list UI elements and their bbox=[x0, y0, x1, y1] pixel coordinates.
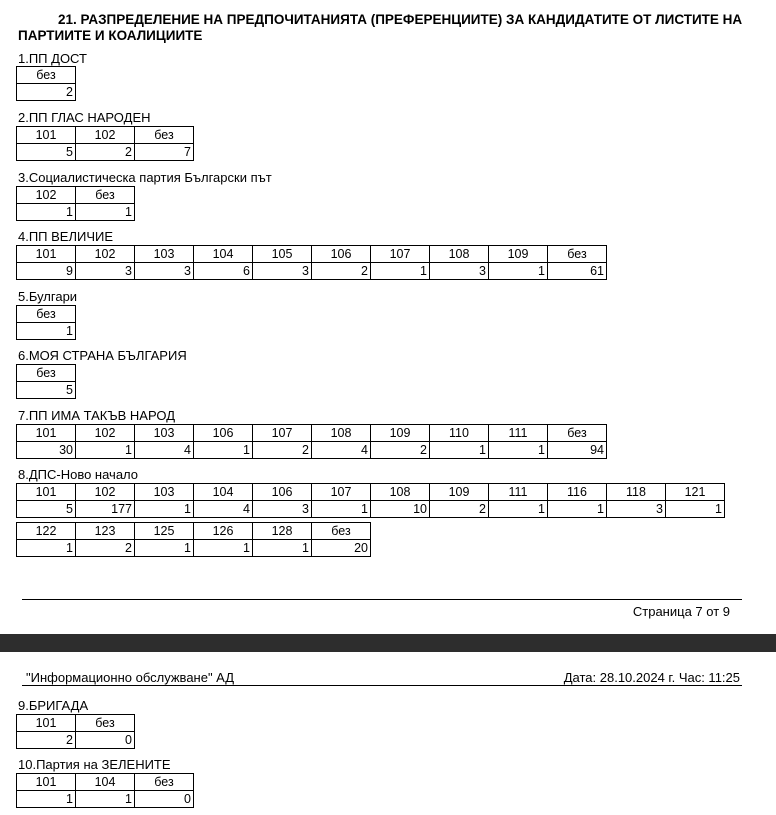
vote-count-cell: 2 bbox=[17, 84, 76, 101]
candidate-number-cell: 110 bbox=[430, 425, 489, 442]
candidate-number-cell: 106 bbox=[194, 425, 253, 442]
vote-count-cell: 0 bbox=[135, 791, 194, 808]
candidate-number-cell: 105 bbox=[253, 246, 312, 263]
vote-count-cell: 1 bbox=[253, 540, 312, 557]
vote-count-cell: 6 bbox=[194, 263, 253, 280]
candidate-number-cell: 106 bbox=[312, 246, 371, 263]
candidate-number-cell: 116 bbox=[548, 484, 607, 501]
vote-count-cell: 1 bbox=[17, 323, 76, 340]
candidate-number-row bbox=[17, 523, 371, 540]
vote-count-cell: 1 bbox=[17, 204, 76, 221]
vote-count-cell: 9 bbox=[17, 263, 76, 280]
candidate-number-cell: 111 bbox=[489, 425, 548, 442]
party-name: 7.ПП ИМА ТАКЪВ НАРОД bbox=[18, 408, 175, 423]
vote-count-cell: 3 bbox=[253, 263, 312, 280]
vote-count-cell: 3 bbox=[253, 501, 312, 518]
candidate-number-cell: без bbox=[76, 715, 135, 732]
header-rule bbox=[22, 685, 742, 686]
candidate-number-cell: без bbox=[17, 306, 76, 323]
candidate-number-cell: 108 bbox=[430, 246, 489, 263]
vote-count-cell: 5 bbox=[17, 501, 76, 518]
candidate-number-row bbox=[17, 127, 194, 144]
candidate-number-cell: без bbox=[135, 774, 194, 791]
vote-count-cell: 1 bbox=[135, 501, 194, 518]
candidate-number-cell: 101 bbox=[17, 246, 76, 263]
vote-count-row bbox=[17, 791, 194, 808]
vote-count-cell: 61 bbox=[548, 263, 607, 280]
candidate-number-cell: 101 bbox=[17, 774, 76, 791]
candidate-number-row bbox=[17, 306, 76, 323]
preference-table bbox=[16, 424, 607, 459]
vote-count-cell: 1 bbox=[489, 263, 548, 280]
vote-count-cell: 177 bbox=[76, 501, 135, 518]
candidate-number-cell: 125 bbox=[135, 523, 194, 540]
vote-count-cell: 1 bbox=[17, 791, 76, 808]
vote-count-cell: 2 bbox=[76, 540, 135, 557]
candidate-number-cell: без bbox=[135, 127, 194, 144]
candidate-number-row bbox=[17, 246, 607, 263]
candidate-number-row bbox=[17, 425, 607, 442]
candidate-number-cell: 126 bbox=[194, 523, 253, 540]
candidate-number-cell: без bbox=[17, 365, 76, 382]
preference-table bbox=[16, 245, 607, 280]
candidate-number-cell: 104 bbox=[76, 774, 135, 791]
candidate-number-cell: без bbox=[548, 425, 607, 442]
document-title: 21. РАЗПРЕДЕЛЕНИЕ НА ПРЕДПОЧИТАНИЯТА (ПРЕФЕРЕНЦИИТЕ) ЗА КАНДИДАТИТЕ ОТ ЛИСТИТЕ НА ПАРТИИТЕ И КОАЛИЦИИТЕ bbox=[18, 12, 743, 43]
preference-table bbox=[16, 364, 76, 399]
candidate-number-cell: 101 bbox=[17, 715, 76, 732]
candidate-number-row bbox=[17, 715, 135, 732]
candidate-number-cell: 104 bbox=[194, 484, 253, 501]
candidate-number-cell: 128 bbox=[253, 523, 312, 540]
candidate-number-cell: 101 bbox=[17, 484, 76, 501]
candidate-number-cell: 103 bbox=[135, 425, 194, 442]
candidate-number-cell: 109 bbox=[371, 425, 430, 442]
vote-count-row bbox=[17, 84, 76, 101]
candidate-number-row bbox=[17, 67, 76, 84]
vote-count-cell: 30 bbox=[17, 442, 76, 459]
vote-count-row bbox=[17, 382, 76, 399]
candidate-number-cell: 102 bbox=[76, 484, 135, 501]
page-break-bar bbox=[0, 634, 776, 652]
candidate-number-row bbox=[17, 365, 76, 382]
vote-count-cell: 1 bbox=[489, 501, 548, 518]
candidate-number-cell: 102 bbox=[76, 246, 135, 263]
preference-table bbox=[16, 186, 135, 221]
vote-count-cell: 1 bbox=[135, 540, 194, 557]
candidate-number-cell: без bbox=[312, 523, 371, 540]
footer-rule bbox=[22, 599, 742, 600]
vote-count-cell: 5 bbox=[17, 144, 76, 161]
candidate-number-cell: 111 bbox=[489, 484, 548, 501]
party-name: 1.ПП ДОСТ bbox=[18, 51, 87, 66]
vote-count-cell: 7 bbox=[135, 144, 194, 161]
candidate-number-cell: 109 bbox=[489, 246, 548, 263]
candidate-number-cell: 103 bbox=[135, 484, 194, 501]
vote-count-row bbox=[17, 323, 76, 340]
candidate-number-cell: 104 bbox=[194, 246, 253, 263]
party-name: 6.МОЯ СТРАНА БЪЛГАРИЯ bbox=[18, 348, 187, 363]
preference-table bbox=[16, 305, 76, 340]
party-name: 8.ДПС-Ново начало bbox=[18, 467, 139, 482]
vote-count-cell: 1 bbox=[17, 540, 76, 557]
vote-count-cell: 1 bbox=[312, 501, 371, 518]
vote-count-cell: 1 bbox=[76, 204, 135, 221]
vote-count-cell: 1 bbox=[76, 791, 135, 808]
vote-count-cell: 0 bbox=[76, 732, 135, 749]
candidate-number-cell: 121 bbox=[666, 484, 725, 501]
vote-count-cell: 3 bbox=[135, 263, 194, 280]
vote-count-row bbox=[17, 263, 607, 280]
vote-count-cell: 1 bbox=[371, 263, 430, 280]
vote-count-cell: 2 bbox=[312, 263, 371, 280]
candidate-number-cell: 102 bbox=[76, 127, 135, 144]
candidate-number-cell: 109 bbox=[430, 484, 489, 501]
vote-count-cell: 1 bbox=[194, 540, 253, 557]
vote-count-cell: 2 bbox=[76, 144, 135, 161]
candidate-number-cell: 102 bbox=[17, 187, 76, 204]
vote-count-cell: 4 bbox=[194, 501, 253, 518]
vote-count-cell: 20 bbox=[312, 540, 371, 557]
company-name: "Информационно обслужване" АД bbox=[26, 670, 235, 685]
candidate-number-cell: 106 bbox=[253, 484, 312, 501]
candidate-number-cell: 118 bbox=[607, 484, 666, 501]
candidate-number-cell: 102 bbox=[76, 425, 135, 442]
vote-count-cell: 1 bbox=[194, 442, 253, 459]
vote-count-cell: 2 bbox=[430, 501, 489, 518]
page-number: Страница 7 от 9 bbox=[632, 604, 730, 619]
vote-count-cell: 2 bbox=[17, 732, 76, 749]
preference-table bbox=[16, 66, 76, 101]
vote-count-cell: 94 bbox=[548, 442, 607, 459]
preference-table bbox=[16, 714, 135, 749]
candidate-number-cell: 108 bbox=[371, 484, 430, 501]
vote-count-row bbox=[17, 732, 135, 749]
party-name: 4.ПП ВЕЛИЧИЕ bbox=[18, 229, 114, 244]
candidate-number-cell: 108 bbox=[312, 425, 371, 442]
party-name: 2.ПП ГЛАС НАРОДЕН bbox=[18, 110, 151, 125]
candidate-number-cell: без bbox=[76, 187, 135, 204]
candidate-number-cell: 122 bbox=[17, 523, 76, 540]
vote-count-cell: 2 bbox=[253, 442, 312, 459]
vote-count-cell: 1 bbox=[430, 442, 489, 459]
vote-count-cell: 5 bbox=[17, 382, 76, 399]
candidate-number-cell: 103 bbox=[135, 246, 194, 263]
candidate-number-cell: 107 bbox=[312, 484, 371, 501]
candidate-number-cell: без bbox=[548, 246, 607, 263]
candidate-number-cell: 101 bbox=[17, 425, 76, 442]
vote-count-cell: 1 bbox=[489, 442, 548, 459]
vote-count-cell: 4 bbox=[135, 442, 194, 459]
party-name: 3.Социалистическа партия Български път bbox=[18, 170, 272, 185]
preference-table bbox=[16, 126, 194, 161]
vote-count-cell: 1 bbox=[548, 501, 607, 518]
vote-count-cell: 2 bbox=[371, 442, 430, 459]
candidate-number-cell: 123 bbox=[76, 523, 135, 540]
vote-count-cell: 1 bbox=[666, 501, 725, 518]
vote-count-cell: 1 bbox=[76, 442, 135, 459]
candidate-number-row bbox=[17, 774, 194, 791]
candidate-number-cell: 107 bbox=[371, 246, 430, 263]
candidate-number-cell: 107 bbox=[253, 425, 312, 442]
party-name: 10.Партия на ЗЕЛЕНИТЕ bbox=[18, 757, 171, 772]
vote-count-cell: 3 bbox=[607, 501, 666, 518]
date-time: Дата: 28.10.2024 г. Час: 11:25 bbox=[563, 670, 740, 685]
vote-count-cell: 3 bbox=[430, 263, 489, 280]
vote-count-row bbox=[17, 144, 194, 161]
vote-count-row bbox=[17, 442, 607, 459]
candidate-number-row bbox=[17, 484, 725, 501]
vote-count-cell: 3 bbox=[76, 263, 135, 280]
party-name: 9.БРИГАДА bbox=[18, 698, 89, 713]
vote-count-row bbox=[17, 540, 371, 557]
vote-count-row bbox=[17, 501, 725, 518]
vote-count-row bbox=[17, 204, 135, 221]
candidate-number-cell: 101 bbox=[17, 127, 76, 144]
preference-table bbox=[16, 773, 194, 808]
party-name: 5.Булгари bbox=[18, 289, 78, 304]
candidate-number-cell: без bbox=[17, 67, 76, 84]
vote-count-cell: 4 bbox=[312, 442, 371, 459]
preference-table bbox=[16, 522, 371, 557]
preference-table bbox=[16, 483, 725, 518]
candidate-number-row bbox=[17, 187, 135, 204]
vote-count-cell: 10 bbox=[371, 501, 430, 518]
